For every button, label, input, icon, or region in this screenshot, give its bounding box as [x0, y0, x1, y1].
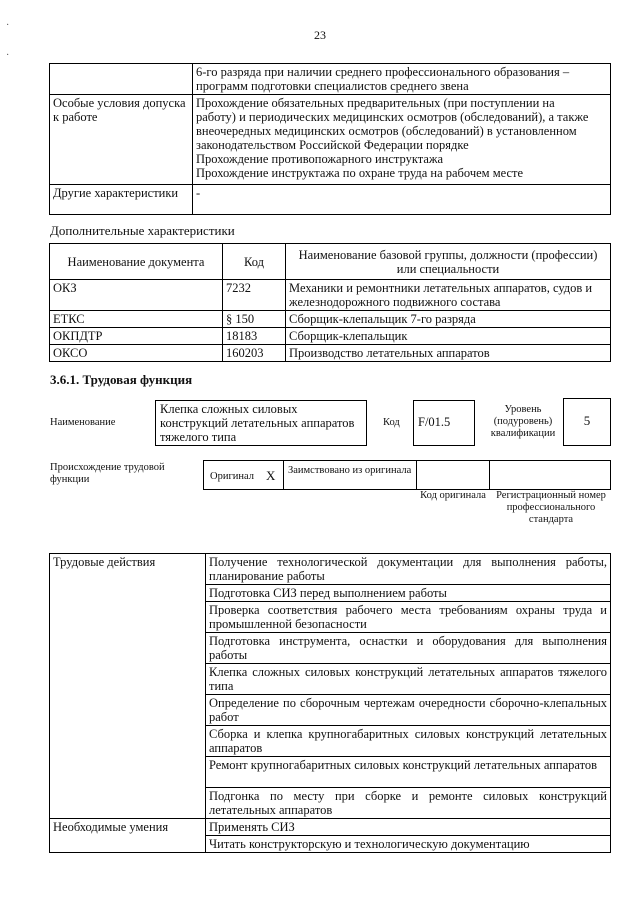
- text-line: Прохождение обязательных предварительных (при поступлении на: [196, 96, 555, 110]
- level-label: Уровень (подуровень) квалификации: [490, 404, 556, 439]
- level-value-box: 5: [563, 398, 611, 446]
- column-header: Наименование документа: [50, 244, 223, 280]
- labor-action-item: Клепка сложных силовых конструкций летательных аппаратов тяжелого типа: [206, 664, 611, 695]
- table-cell: Сборщик-клепальщик 7-го разряда: [286, 311, 611, 328]
- skill-item: Читать конструкторскую и технологическую документацию: [206, 836, 611, 853]
- requirements-table: [49, 63, 611, 215]
- education-requirement-cell: [193, 64, 611, 95]
- labor-actions-label: Трудовые действия: [50, 554, 206, 819]
- name-label: Наименование: [50, 417, 116, 428]
- additional-title: Дополнительные характеристики: [50, 223, 235, 238]
- text-line: программ подготовки специалистов среднего звена: [196, 79, 469, 93]
- text-line: 6-го разряда при наличии среднего профессионального образования –: [196, 65, 570, 79]
- text-line: Прохождение противопожарного инструктажа: [196, 152, 444, 166]
- labor-action-item: Проверка соответствия рабочего места требованиям охраны труда и промышленной безопасности: [206, 602, 611, 633]
- text-line: законодательством Российской Федерации порядке: [196, 138, 469, 152]
- labor-action-item: Сборка и клепка крупногабаритных силовых конструкций летательных аппаратов: [206, 726, 611, 757]
- labor-actions-table: [49, 553, 611, 853]
- special-conditions-label: Особые условия допуска к работе: [50, 95, 193, 185]
- requirements-left-cell: [50, 64, 193, 95]
- table-row: [50, 345, 611, 362]
- reg-number-caption: Регистрационный номер профессионального стандарта: [496, 490, 606, 525]
- table-cell: 7232: [223, 280, 286, 311]
- skills-label: Необходимые умения: [50, 819, 206, 853]
- labor-action-item: Ремонт крупногабаритных силовых конструкций летательных аппаратов: [206, 757, 611, 788]
- column-header: Код: [223, 244, 286, 280]
- borrowed-cell: [283, 460, 417, 490]
- table-cell: § 150: [223, 311, 286, 328]
- code-original-cell: [416, 460, 490, 490]
- table-cell: Производство летательных аппаратов: [286, 345, 611, 362]
- borrowed-label: Заимствовано из оригинала: [288, 465, 412, 476]
- column-header: Наименование базовой группы, должности (профессии) или специальности: [286, 244, 611, 280]
- labor-action-item: Подготовка инструмента, оснастки и оборудования для выполнения работы: [206, 633, 611, 664]
- table-row: [50, 328, 611, 345]
- table-cell: ЕТКС: [50, 311, 223, 328]
- function-code-box: F/01.5: [413, 400, 475, 446]
- original-label: Оригинал: [210, 471, 254, 482]
- table-row: [50, 280, 611, 311]
- labor-action-item: Подготовка СИЗ перед выполнением работы: [206, 585, 611, 602]
- table-cell: ОКПДТР: [50, 328, 223, 345]
- additional-table: [49, 243, 611, 362]
- table-row: [50, 311, 611, 328]
- table-cell: ОКЗ: [50, 280, 223, 311]
- other-characteristics-label: Другие характеристики: [50, 185, 193, 215]
- table-cell: 18183: [223, 328, 286, 345]
- table-cell: 160203: [223, 345, 286, 362]
- code-original-caption: Код оригинала: [420, 490, 486, 501]
- page-number: 23: [314, 28, 326, 42]
- text-line: внеочередных медицинских осмотров (обследований) в установленном: [196, 124, 577, 138]
- labor-action-item: Определение по сборочным чертежам очередности сборочно-клепальных работ: [206, 695, 611, 726]
- text-line: Прохождение инструктажа по охране труда на рабочем месте: [196, 166, 524, 180]
- reg-number-cell: [489, 460, 611, 490]
- skill-item: Применять СИЗ: [206, 819, 611, 836]
- function-name-box: Клепка сложных силовых конструкций летательных аппаратов тяжелого типа: [155, 400, 367, 446]
- original-mark: X: [266, 468, 276, 483]
- margin-mark: ·: [6, 50, 10, 61]
- text-line: работу) и периодических медицинских осмотров (обследований), а также: [196, 110, 589, 124]
- labor-action-item: Подгонка по месту при сборке и ремонте силовых конструкций летательных аппаратов: [206, 788, 611, 819]
- function-heading: 3.6.1. Трудовая функция: [50, 372, 193, 387]
- table-cell: ОКСО: [50, 345, 223, 362]
- other-characteristics-value: -: [193, 185, 611, 215]
- special-conditions-cell: [193, 95, 611, 185]
- code-label: Код: [383, 417, 400, 428]
- table-cell: Сборщик-клепальщик: [286, 328, 611, 345]
- margin-mark: ·: [6, 20, 10, 31]
- table-cell: Механики и ремонтники летательных аппаратов, судов и железнодорожного подвижного состава: [286, 280, 611, 311]
- origin-label: Происхождение трудовой функции: [50, 462, 165, 485]
- labor-action-item: Получение технологической документации для выполнения работы, планирование работы: [206, 554, 611, 585]
